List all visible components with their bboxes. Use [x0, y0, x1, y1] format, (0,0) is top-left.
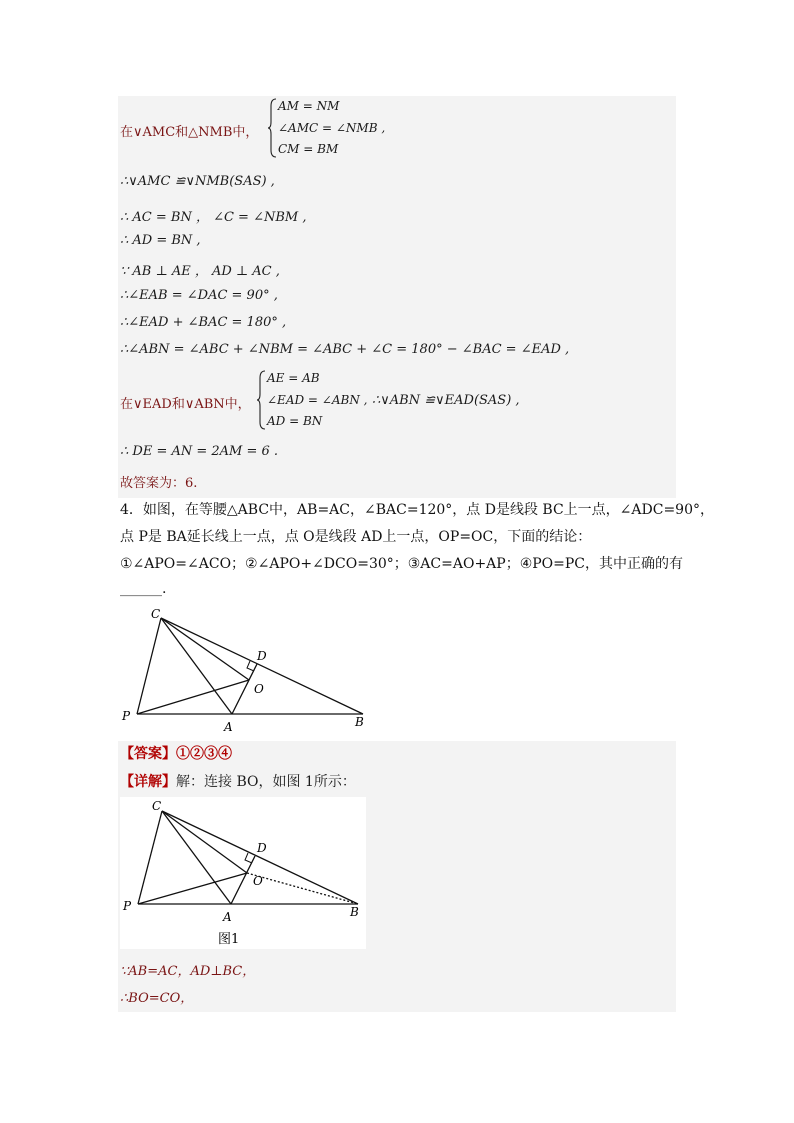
segment-CO	[161, 618, 249, 680]
solution-line-10: ∴ DE = AN = 2AM = 6 .	[120, 444, 279, 459]
fig1-label-P: P	[123, 899, 132, 913]
solution-line-1-prefix: 在∨AMC和△NMB中，	[120, 125, 259, 140]
solution-line-2: ∴∨AMC ≌∨NMB(SAS) ,	[120, 174, 275, 189]
system-2-row-2: ∠EAD = ∠ABN ,	[267, 393, 368, 407]
fig1-segment-PC	[138, 811, 162, 904]
solution-line-11: 故答案为：6.	[120, 476, 198, 491]
fig1-segment-PO	[138, 873, 247, 904]
detail-text: 解：连接 BO，如图 1所示：	[176, 774, 356, 790]
system-1-row-3: CM = BM	[278, 142, 339, 156]
fig1-segment-CA	[162, 811, 231, 904]
fig1-right-angle-mark	[245, 853, 252, 863]
solution-line-3: ∴ AC = BN ， ∠C = ∠NBM ,	[120, 210, 307, 225]
system-2-row-3: AD = BN	[267, 414, 323, 428]
answer-value: ①②③④	[176, 746, 232, 762]
question-figure	[115, 604, 375, 734]
fig1-label-A: A	[223, 910, 232, 924]
label-O: O	[254, 682, 264, 696]
question-line-3: ①∠APO=∠ACO；②∠APO+∠DCO=30°；③AC=AO+AP；④PO=PC，其中正确的有	[120, 556, 684, 572]
segment-PC	[137, 618, 161, 714]
brace-2	[257, 370, 267, 430]
label-B: B	[355, 715, 364, 729]
detail-tag: 【详解】	[120, 774, 176, 790]
system-2-row-1: AE = AB	[267, 371, 320, 385]
solution-line-8: ∴∠ABN = ∠ABC + ∠NBM = ∠ABC + ∠C = 180° − ∠BAC = ∠EAD ,	[120, 342, 570, 357]
fig1-caption: 图1	[218, 932, 240, 947]
fig1-label-O: O	[253, 874, 263, 888]
solution-line-9-prefix: 在∨EAD和∨ABN中，	[120, 397, 251, 412]
solution-line-5: ∵ AB ⊥ AE ， AD ⊥ AC ,	[120, 264, 280, 279]
right-angle-mark	[247, 661, 254, 671]
detail-figure	[116, 797, 366, 949]
fig1-segment-CO	[162, 811, 247, 873]
answer-tag: 【答案】	[120, 746, 176, 762]
fig1-segment-CB	[162, 811, 358, 904]
segment-CA	[161, 618, 232, 714]
brace-1	[268, 98, 278, 158]
fig1-label-D: D	[257, 841, 267, 855]
fig1-label-C: C	[152, 799, 162, 813]
detail-line-1: ∵AB=AC，AD⊥BC，	[120, 964, 256, 979]
question-line-2: 点 P是 BA延长线上一点，点 O是线段 AD上一点，OP=OC，下面的结论：	[120, 529, 592, 545]
label-C: C	[151, 607, 161, 621]
answer-line	[120, 743, 232, 763]
label-A: A	[224, 720, 233, 734]
label-D: D	[257, 649, 267, 663]
system-1-row-1: AM = NM	[278, 99, 340, 113]
solution-line-9-suffix: ∴∨ABN ≌∨EAD(SAS) ,	[372, 393, 520, 408]
solution-line-6: ∴∠EAB = ∠DAC = 90° ,	[120, 288, 278, 303]
segment-CB	[161, 618, 363, 714]
solution-line-7: ∴∠EAD + ∠BAC = 180° ,	[120, 315, 287, 330]
segment-PO	[137, 680, 249, 714]
system-1-row-2: ∠AMC = ∠NMB ,	[278, 121, 386, 135]
detail-line-2: ∴BO=CO，	[120, 991, 194, 1006]
detail-line	[120, 771, 356, 791]
fig1-label-B: B	[350, 905, 359, 919]
label-P: P	[122, 709, 131, 723]
question-line-1: 4．如图，在等腰△ABC中，AB=AC，∠BAC=120°，点 D是线段 BC上一点，∠ADC=90°，	[120, 502, 714, 518]
solution-line-4: ∴ AD = BN ,	[120, 233, 201, 248]
question-line-4: ______.	[120, 581, 167, 597]
